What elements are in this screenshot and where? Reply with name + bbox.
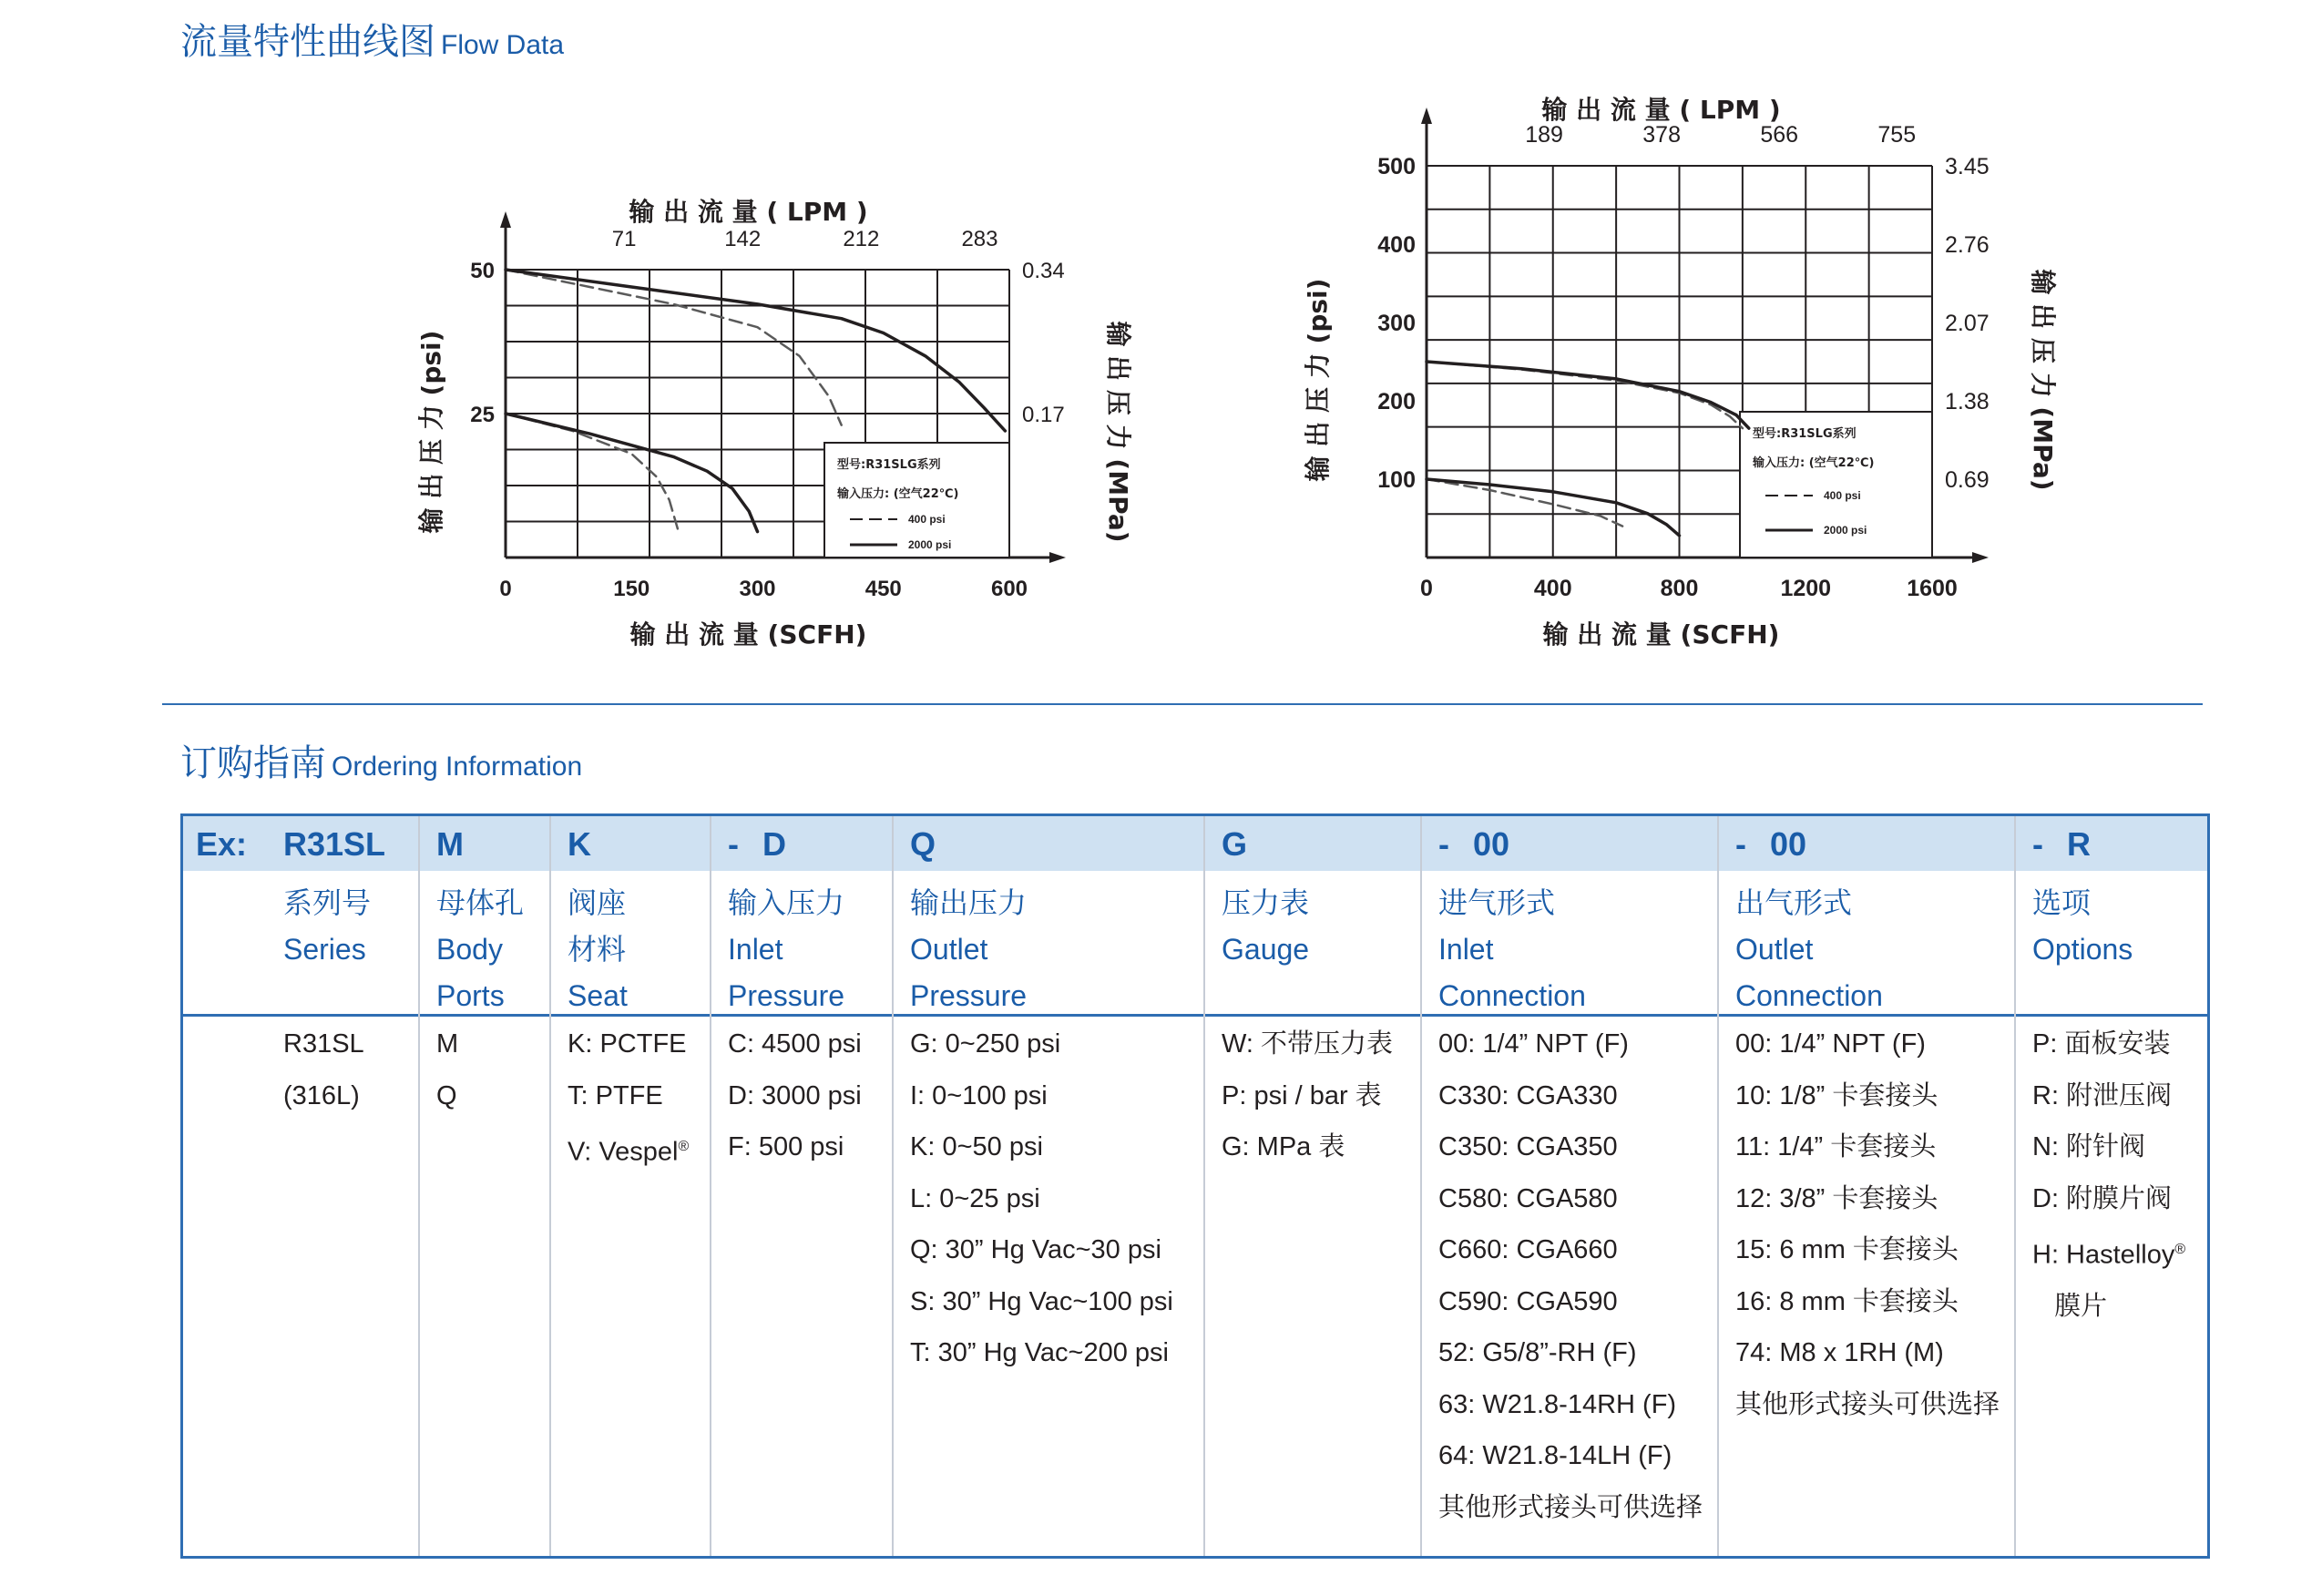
column-header-en: Body [436, 933, 503, 966]
y-tick-label: 25 [470, 403, 495, 427]
column-header-en: Pressure [910, 979, 1028, 1012]
option-item: Q [436, 1080, 457, 1110]
flow-data-title-zh: 流量特性曲线图 [180, 21, 435, 63]
column-4 [892, 816, 1203, 1556]
column-header-en: Outlet [910, 933, 988, 966]
column-header-zh: 系列号 [283, 885, 372, 920]
option-item: C350: CGA350 [1438, 1132, 1618, 1161]
option-item: D: 3000 psi [728, 1080, 862, 1110]
option-item: K: 0~50 psi [910, 1132, 1043, 1161]
column-header-zh: 输出压力 [910, 885, 1028, 920]
column-header [728, 880, 844, 1019]
ordering-info-title [180, 734, 582, 786]
column-header-en: Outlet [1735, 933, 1814, 966]
x2-tick-label: 71 [611, 227, 637, 251]
column-header-zh: 输入压力 [728, 885, 845, 920]
option-item: 膜片 [2032, 1292, 2108, 1322]
x2-tick-label: 283 [961, 227, 998, 251]
x2-axis-title: 输 出 流 量 ( LPM ) [629, 197, 868, 227]
column-header [1222, 880, 1309, 973]
x-tick-label: 0 [499, 577, 512, 601]
option-item: 16: 8 mm 卡套接头 [1735, 1286, 1959, 1316]
option-list [1222, 1018, 1393, 1173]
column-header [2032, 880, 2133, 973]
column-code [1222, 825, 1247, 864]
x-axis-title: 输 出 流 量 (SCFH) [1542, 619, 1780, 650]
option-item: R31SL [283, 1029, 364, 1059]
code-value: D [762, 825, 786, 863]
column-header [436, 880, 524, 1019]
column-code [436, 825, 464, 864]
y2-tick-label: 0.17 [1022, 403, 1065, 427]
x-tick-label: 1200 [1780, 576, 1832, 601]
column-header-en: Inlet [1438, 933, 1494, 966]
option-item: 00: 1/4” NPT (F) [1438, 1029, 1629, 1059]
y-axis-arrow [1421, 107, 1432, 124]
option-item: H: Hastelloy® [2032, 1240, 2186, 1270]
x-axis-arrow [1049, 552, 1066, 563]
column-header [1438, 880, 1586, 1019]
code-dash: - [2032, 825, 2043, 863]
option-item: P: 面板安装 [2032, 1029, 2171, 1059]
legend-item: 400 psi [1824, 489, 1861, 502]
option-item: 00: 1/4” NPT (F) [1735, 1029, 1926, 1059]
x-axis-arrow [1972, 552, 1989, 563]
option-item: W: 不带压力表 [1222, 1029, 1393, 1059]
series-line-400-psi [1427, 362, 1743, 428]
column-header-en: Series [283, 933, 366, 966]
option-list [283, 1018, 364, 1121]
column-1 [418, 816, 549, 1556]
option-item: S: 30” Hg Vac~100 psi [910, 1286, 1173, 1316]
y2-tick-label: 3.45 [1945, 154, 1990, 179]
option-item: G: MPa 表 [1222, 1132, 1345, 1161]
chart-1 [416, 197, 1133, 650]
column-header [1735, 880, 1883, 1019]
code-dash: - [1735, 825, 1746, 863]
column-header-zh: 阀座 [568, 885, 627, 920]
column-6 [1420, 816, 1717, 1556]
flow-charts [0, 0, 2322, 711]
option-item: C: 4500 psi [728, 1029, 862, 1059]
column-header [283, 880, 371, 973]
option-item: C590: CGA590 [1438, 1286, 1618, 1316]
x-tick-label: 400 [1533, 576, 1572, 601]
column-header-en: Connection [1735, 979, 1883, 1012]
x2-tick-label: 189 [1525, 122, 1563, 148]
option-item: D: 附膜片阀 [2032, 1183, 2173, 1213]
option-item: 74: M8 x 1RH (M) [1735, 1338, 1944, 1367]
column-header [910, 880, 1027, 1019]
legend-subtitle: 输入压力: (空气22℃) [837, 487, 959, 501]
series-line-400-psi [1427, 479, 1622, 527]
option-item: 10: 1/8” 卡套接头 [1735, 1080, 1938, 1110]
code-value: 00 [1473, 825, 1510, 863]
option-list [910, 1018, 1173, 1379]
option-item: 64: W21.8-14LH (F) [1438, 1441, 1672, 1470]
y-tick-label: 400 [1377, 232, 1416, 258]
x2-tick-label: 378 [1642, 122, 1681, 148]
x-tick-label: 1600 [1907, 576, 1958, 601]
column-0 [271, 816, 418, 1556]
x-tick-label: 300 [739, 577, 776, 601]
x2-tick-label: 755 [1877, 122, 1917, 148]
ordering-info-title-zh: 订购指南 [180, 742, 326, 784]
code-value: M [436, 825, 464, 863]
y-tick-label: 500 [1377, 154, 1416, 179]
y-axis-arrow [500, 211, 511, 228]
y-tick-label: 50 [470, 259, 495, 283]
column-header-en: Connection [1438, 979, 1586, 1012]
column-5 [1203, 816, 1420, 1556]
option-item: 15: 6 mm 卡套接头 [1735, 1235, 1959, 1264]
column-2 [549, 816, 710, 1556]
column-7 [1717, 816, 2014, 1556]
x-tick-label: 150 [613, 577, 650, 601]
ordering-info-title-en: Ordering Information [332, 752, 583, 782]
column-code [283, 825, 385, 864]
y-tick-label: 100 [1377, 467, 1416, 493]
option-item: F: 500 psi [728, 1132, 844, 1161]
legend-subtitle: 输入压力: (空气22℃) [1753, 456, 1875, 470]
legend-title: 型号:R31SLG系列 [837, 458, 941, 472]
x-axis-title: 输 出 流 量 (SCFH) [629, 619, 867, 650]
option-item: K: PCTFE [568, 1029, 687, 1059]
option-list [436, 1018, 458, 1121]
column-header-zh: 出气形式 [1735, 885, 1853, 920]
legend-item: 400 psi [908, 513, 946, 526]
code-value: K [568, 825, 591, 863]
column-code [1438, 825, 1509, 864]
column-header-en: Pressure [728, 979, 845, 1012]
y2-axis-title: 输 出 压 力 (MPa) [1103, 321, 1133, 543]
x-tick-label: 600 [990, 577, 1028, 601]
option-list [728, 1018, 862, 1173]
x-tick-label: 800 [1660, 576, 1699, 601]
y2-tick-label: 2.07 [1945, 311, 1990, 336]
section-divider [162, 703, 2203, 705]
option-item: P: psi / bar 表 [1222, 1080, 1382, 1110]
ex-label: Ex: [196, 825, 248, 863]
column-header-zh: 母体孔 [436, 885, 525, 920]
option-item: V: Vespel® [568, 1137, 690, 1167]
option-list [568, 1018, 689, 1178]
x-tick-label: 450 [864, 577, 902, 601]
option-item: 11: 1/4” 卡套接头 [1735, 1132, 1937, 1161]
column-code [568, 825, 591, 864]
column-code [2032, 825, 2091, 864]
option-item: 63: W21.8-14RH (F) [1438, 1389, 1677, 1419]
column-header-en: Ports [436, 979, 505, 1012]
option-list [1438, 1018, 1703, 1533]
option-item: N: 附针阀 [2032, 1132, 2146, 1161]
series-line-2000-psi [506, 270, 1005, 431]
column-3 [710, 816, 892, 1556]
legend-title: 型号:R31SLG系列 [1753, 427, 1857, 441]
option-item: T: 30” Hg Vac~200 psi [910, 1338, 1169, 1367]
option-item: C660: CGA660 [1438, 1235, 1618, 1264]
option-item: G: 0~250 psi [910, 1029, 1061, 1059]
series-line-2000-psi [1427, 362, 1749, 428]
y2-tick-label: 1.38 [1945, 389, 1990, 414]
y-tick-label: 200 [1377, 389, 1416, 414]
column-header-zh: 压力表 [1222, 885, 1310, 920]
series-line-400-psi [506, 414, 678, 528]
column-header-en: Options [2032, 933, 2133, 966]
ordering-table [180, 813, 2210, 1559]
option-item: T: PTFE [568, 1080, 663, 1110]
x2-tick-label: 142 [724, 227, 762, 251]
code-dash: - [1438, 825, 1449, 863]
y-axis-title: 输 出 压 力 (psi) [416, 330, 446, 534]
option-item: C330: CGA330 [1438, 1080, 1618, 1110]
option-item: 其他形式接头可供选择 [1735, 1389, 2000, 1419]
code-value: G [1222, 825, 1248, 863]
legend-item: 2000 psi [908, 538, 952, 551]
option-item: 其他形式接头可供选择 [1438, 1492, 1703, 1522]
y-axis-title: 输 出 压 力 (psi) [1303, 278, 1333, 482]
legend-item: 2000 psi [1824, 524, 1867, 537]
code-value: R [2067, 825, 2091, 863]
column-header [568, 880, 628, 1019]
option-item: C580: CGA580 [1438, 1183, 1618, 1213]
x2-tick-label: 212 [843, 227, 880, 251]
column-code [1735, 825, 1806, 864]
x2-tick-label: 566 [1760, 122, 1799, 148]
option-item: (316L) [283, 1080, 360, 1110]
option-item: 12: 3/8” 卡套接头 [1735, 1183, 1938, 1213]
column-code [910, 825, 936, 864]
y2-tick-label: 0.69 [1945, 467, 1990, 493]
column-8 [2014, 816, 2210, 1556]
series-line-2000-psi [506, 414, 758, 532]
option-item: Q: 30” Hg Vac~30 psi [910, 1235, 1161, 1264]
y2-tick-label: 2.76 [1945, 232, 1990, 258]
flow-data-title-en: Flow Data [441, 30, 565, 60]
option-item: 52: G5/8”-RH (F) [1438, 1338, 1637, 1367]
column-header-en: Seat [568, 979, 628, 1012]
code-dash: - [728, 825, 739, 863]
column-header-en: 材料 [568, 933, 627, 966]
option-item: I: 0~100 psi [910, 1080, 1048, 1110]
option-list [1735, 1018, 2000, 1430]
option-list [2032, 1018, 2185, 1333]
x2-axis-title: 输 出 流 量 ( LPM ) [1541, 95, 1781, 125]
y-tick-label: 300 [1377, 311, 1416, 336]
code-value: Q [910, 825, 936, 863]
option-item: R: 附泄压阀 [2032, 1080, 2173, 1110]
option-item: M [436, 1029, 459, 1059]
column-header-en: Gauge [1222, 933, 1310, 966]
column-header-zh: 选项 [2032, 885, 2092, 920]
x-tick-label: 0 [1420, 576, 1433, 601]
column-header-en: Inlet [728, 933, 783, 966]
code-value: 00 [1770, 825, 1807, 863]
column-header-zh: 进气形式 [1438, 885, 1556, 920]
y2-tick-label: 0.34 [1022, 259, 1065, 283]
column-code [728, 825, 786, 864]
option-item: L: 0~25 psi [910, 1183, 1040, 1213]
code-value: R31SL [283, 825, 386, 863]
chart-2 [1303, 95, 2058, 650]
y2-axis-title: 输 出 压 力 (MPa) [2028, 269, 2058, 491]
